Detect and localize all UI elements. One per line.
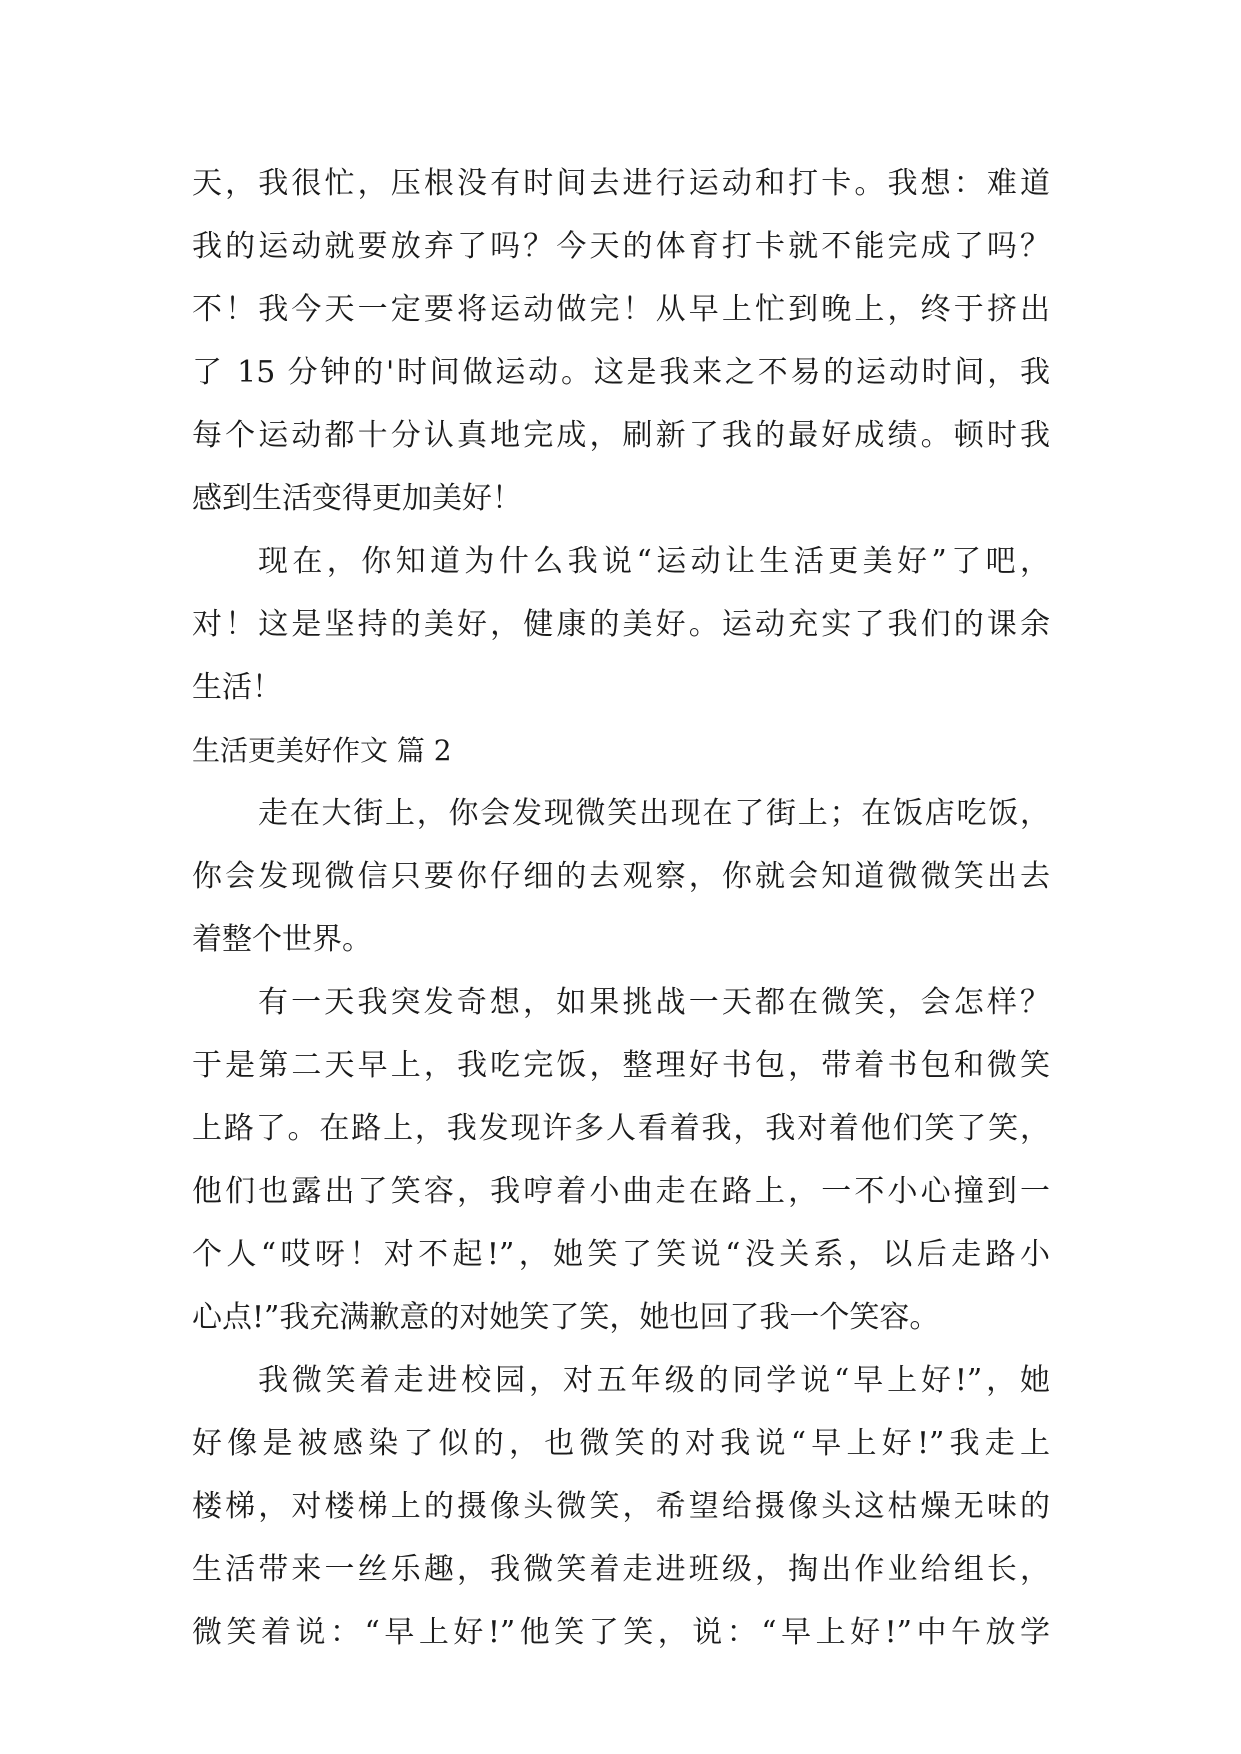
text-line: 现在，你知道为什么我说“运动让生活更美好”了吧， <box>258 544 1050 579</box>
text-line: 我的运动就要放弃了吗？今天的体育打卡就不能完成了吗？ <box>192 229 1050 264</box>
text-line: 上路了。在路上，我发现许多人看着我，我对着他们笑了笑， <box>192 1111 1050 1146</box>
text-line: 生活带来一丝乐趣，我微笑着走进班级，掏出作业给组长， <box>192 1552 1050 1587</box>
text-line: 着整个世界。 <box>192 922 372 957</box>
text-line: 于是第二天早上，我吃完饭，整理好书包，带着书包和微笑 <box>192 1048 1050 1083</box>
paragraph <box>192 782 1050 971</box>
text-line: 有一天我突发奇想，如果挑战一天都在微笑，会怎样？ <box>258 985 1050 1020</box>
text-line: 他们也露出了笑容，我哼着小曲走在路上，一不小心撞到一 <box>192 1174 1050 1209</box>
document-body <box>192 152 1050 1664</box>
text-line: 天，我很忙，压根没有时间去进行运动和打卡。我想：难道 <box>192 166 1050 201</box>
text-line: 楼梯，对楼梯上的摄像头微笑，希望给摄像头这枯燥无味的 <box>192 1489 1050 1524</box>
text-line: 生活！ <box>192 670 282 705</box>
text-line: 感到生活变得更加美好！ <box>192 481 522 516</box>
text-line: 走在大街上，你会发现微笑出现在了街上；在饭店吃饭， <box>258 796 1050 831</box>
text-line: 你会发现微信只要你仔细的去观察，你就会知道微微笑出去 <box>192 859 1050 894</box>
text-line: 了 15 分钟的'时间做运动。这是我来之不易的运动时间，我 <box>192 355 1050 390</box>
text-line: 每个运动都十分认真地完成，刷新了我的最好成绩。顿时我 <box>192 418 1050 453</box>
paragraph <box>192 1349 1050 1664</box>
text-line: 不！我今天一定要将运动做完！从早上忙到晚上，终于挤出 <box>192 292 1050 327</box>
paragraph <box>192 530 1050 719</box>
text-line: 我微笑着走进校园，对五年级的同学说“早上好!”，她 <box>258 1363 1050 1398</box>
text-line: 微笑着说：“早上好!”他笑了笑，说：“早上好!”中午放学 <box>192 1615 1050 1650</box>
paragraph <box>192 152 1050 530</box>
text-line: 心点!”我充满歉意的对她笑了笑，她也回了我一个笑容。 <box>192 1300 940 1335</box>
section-heading: 生活更美好作文 篇 2 <box>192 734 452 767</box>
text-line: 对！这是坚持的美好，健康的美好。运动充实了我们的课余 <box>192 607 1050 642</box>
text-line: 好像是被感染了似的，也微笑的对我说“早上好!”我走上 <box>192 1426 1050 1461</box>
paragraph <box>192 971 1050 1349</box>
text-line: 个人“哎呀！对不起!”，她笑了笑说“没关系，以后走路小 <box>192 1237 1050 1272</box>
